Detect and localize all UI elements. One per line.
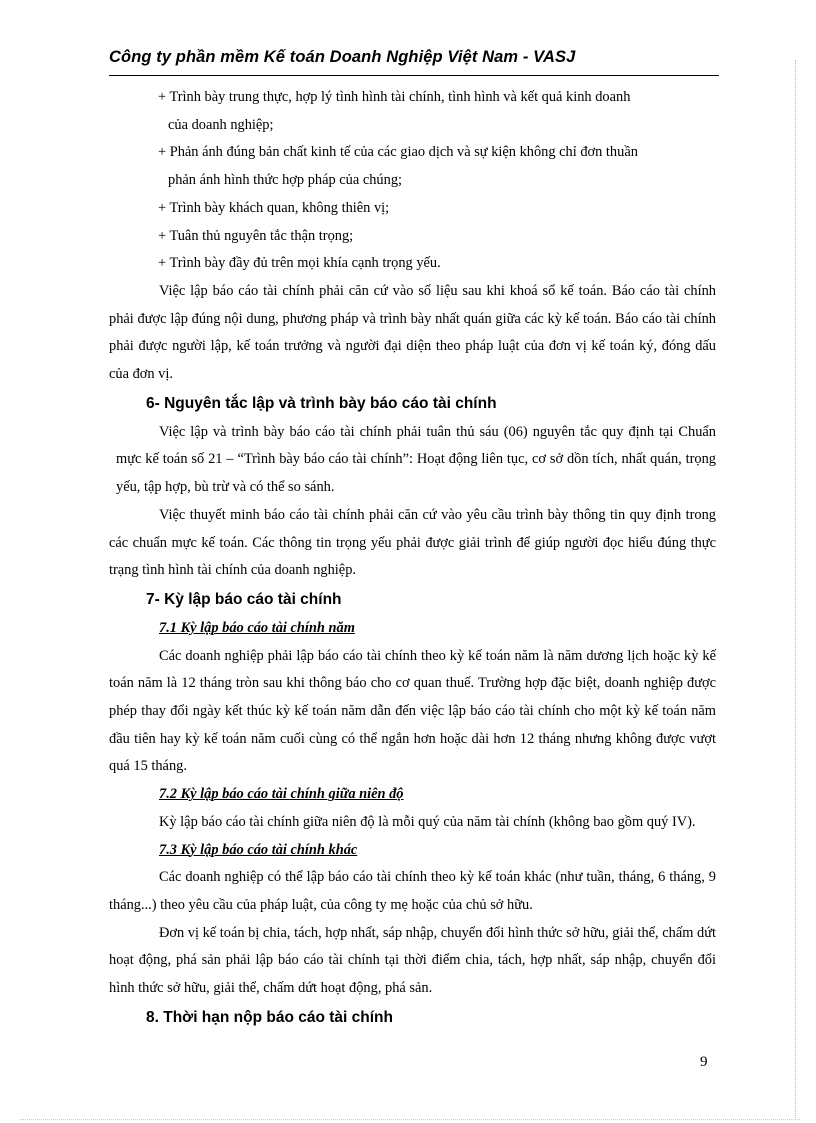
paragraph: Kỳ lập báo cáo tài chính giữa niên độ là mỗi quý của năm tài chính (không bao gồm quý IV). (159, 813, 696, 830)
section-heading-6: 6- Nguyên tắc lập và trình bày báo cáo tài chính (146, 394, 497, 412)
bullet-item: + Trình bày khách quan, không thiên vị; (158, 199, 390, 216)
paragraph: Việc lập và trình bày báo cáo tài chính phải tuân thủ sáu (06) nguyên tắc quy định tại Chuẩn mực kế toán số 21 – “Trình bày báo cáo tài chính”: Hoạt động liên tục, cơ sở dồn tích, nhất quán, trọng yếu, tập hợp, bù trừ và có thể so sánh. (116, 423, 716, 496)
section-heading-7: 7- Kỳ lập báo cáo tài chính (146, 590, 342, 608)
subsection-heading-7-2: 7.2 Kỳ lập báo cáo tài chính giữa niên độ (159, 786, 404, 803)
paragraph: Đơn vị kế toán bị chia, tách, hợp nhất, sáp nhập, chuyển đổi hình thức sở hữu, giải thể, chấm dứt hoạt động, phá sản phải lập báo cáo tài chính tại thời điểm chia, tách, hợp nhất, sáp nhập, chuyển đổi hình thức sở hữu, giải thể, chấm dứt hoạt động, phá sản. (109, 924, 716, 997)
subsection-heading-7-1: 7.1 Kỳ lập báo cáo tài chính năm (159, 619, 355, 636)
page-number: 9 (700, 1054, 708, 1070)
section-heading-8: 8. Thời hạn nộp báo cáo tài chính (146, 1008, 393, 1026)
bullet-item (109, 84, 716, 139)
page-header-title: Công ty phần mềm Kế toán Doanh Nghiệp Việt Nam - VASJ (109, 48, 576, 66)
bullet-line: + Phản ánh đúng bản chất kinh tế của các giao dịch và sự kiện không chỉ đơn thuần (158, 144, 638, 161)
subsection-heading-7-3: 7.3 Kỳ lập báo cáo tài chính khác (159, 841, 358, 858)
bullet-line-continuation: của doanh nghiệp; (168, 116, 274, 133)
page-edge-marker (795, 60, 796, 1120)
paragraph: Các doanh nghiệp phải lập báo cáo tài chính theo kỳ kế toán năm là năm dương lịch hoặc kỳ kế toán năm là 12 tháng tròn sau khi thông báo cho cơ quan thuế. Trường hợp đặc biệt, doanh nghiệp được phép thay đổi ngày kết thúc kỳ kế toán năm dẫn đến việc lập báo cáo tài chính cho một kỳ kế toán năm đầu tiên hay kỳ kế toán năm cuối cùng có thể ngắn hơn hoặc dài hơn 12 tháng nhưng không được vượt quá 15 tháng. (109, 647, 716, 775)
paragraph: Việc lập báo cáo tài chính phải căn cứ vào số liệu sau khi khoá sổ kế toán. Báo cáo tài chính phải được lập đúng nội dung, phương pháp và trình bày nhất quán giữa các kỳ kế toán. Báo cáo tài chính phải được người lập, kế toán trưởng và người đại diện theo pháp luật của đơn vị kế toán ký, đóng dấu của đơn vị. (109, 282, 716, 383)
bullet-item: + Tuân thủ nguyên tắc thận trọng; (158, 227, 354, 244)
bullet-line-continuation: phản ánh hình thức hợp pháp của chúng; (168, 172, 403, 189)
document-body (109, 84, 716, 1033)
bullet-item: + Trình bày đầy đủ trên mọi khía cạnh trọng yếu. (158, 255, 441, 272)
header-divider (109, 75, 719, 76)
paragraph: Việc thuyết minh báo cáo tài chính phải căn cứ vào yêu cầu trình bày thông tin quy định trong các chuẩn mực kế toán. Các thông tin trọng yếu phải được giải trình để giúp người đọc hiểu đúng thực trạng tình hình tài chính của doanh nghiệp. (109, 506, 716, 579)
bullet-item (109, 139, 716, 194)
paragraph: Các doanh nghiệp có thể lập báo cáo tài chính theo kỳ kế toán khác (như tuần, tháng, 6 tháng, 9 tháng...) theo yêu cầu của pháp luật, của công ty mẹ hoặc của chủ sở hữu. (109, 869, 716, 913)
page-bottom-marker (20, 1119, 800, 1120)
bullet-line: + Trình bày trung thực, hợp lý tình hình tài chính, tình hình và kết quả kinh doanh (158, 89, 631, 105)
